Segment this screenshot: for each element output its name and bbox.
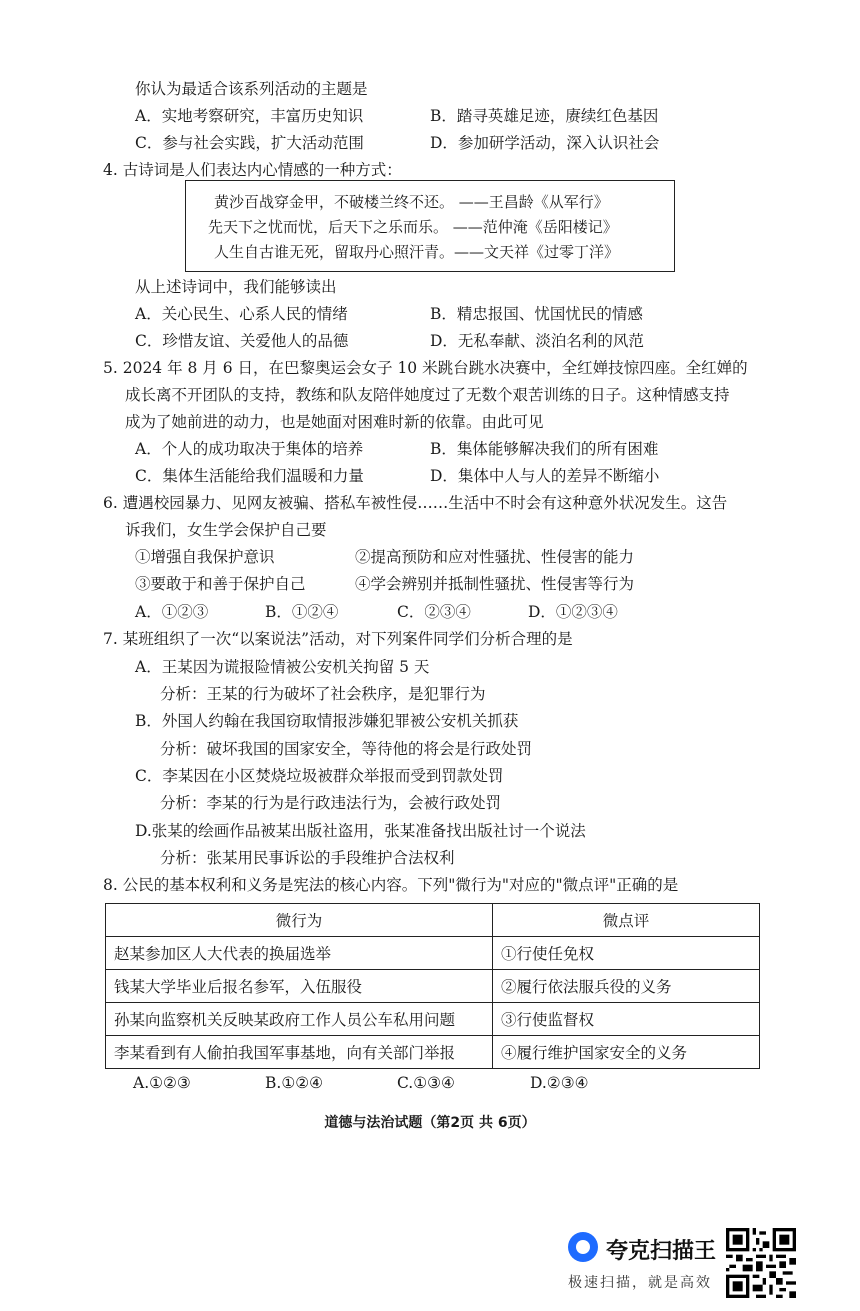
table-cell: 孙某向监察机关反映某政府工作人员公车私用问题 xyxy=(106,1003,493,1036)
q5-line-1: 5. 2024 年 8 月 6 日，在巴黎奥运会女子 10 米跳台跳水决赛中，全红婵技惊四座。全红婵的 xyxy=(103,359,748,377)
q7-analysis-a: 分析：王某的行为破坏了社会秩序，是犯罪行为 xyxy=(160,685,486,703)
table-row xyxy=(106,937,760,970)
q3-option-d: D．参加研学活动，深入认识社会 xyxy=(430,134,660,152)
poem-line-2: 先天下之忧而忧，后天下之乐而乐。 ——范仲淹《岳阳楼记》 xyxy=(208,218,618,236)
q3-option-c: C．参与社会实践，扩大活动范围 xyxy=(135,134,364,152)
table-header-behavior: 微行为 xyxy=(106,904,493,937)
table-row xyxy=(106,1003,760,1036)
table-cell: ④履行维护国家安全的义务 xyxy=(493,1036,760,1069)
poem-box xyxy=(185,180,675,272)
q8-option-d: D.②③④ xyxy=(530,1074,589,1092)
q6-statement-2: ②提高预防和应对性骚扰、性侵害的能力 xyxy=(355,548,635,566)
q6-statement-3: ③要敢于和善于保护自己 xyxy=(135,575,306,593)
qr-code-icon xyxy=(726,1228,796,1298)
q5-option-a: A．个人的成功取决于集体的培养 xyxy=(135,440,364,458)
q6-line-2: 诉我们，女生学会保护自己要 xyxy=(125,521,327,539)
q8-stem: 8. 公民的基本权利和义务是宪法的核心内容。下列"微行为"对应的"微点评"正确的是 xyxy=(103,876,679,894)
table-cell: 李某看到有人偷拍我国军事基地，向有关部门举报 xyxy=(106,1036,493,1069)
watermark-name: 夸克扫描王 xyxy=(606,1239,717,1264)
q7-analysis-b: 分析：破坏我国的国家安全，等待他的将会是行政处罚 xyxy=(160,740,533,758)
table-row xyxy=(106,970,760,1003)
q7-case-c: C．李某因在小区焚烧垃圾被群众举报而受到罚款处罚 xyxy=(135,767,504,785)
q5-line-3: 成为了她前进的动力，也是她面对困难时新的依靠。由此可见 xyxy=(125,413,544,431)
q5-option-c: C．集体生活能给我们温暖和力量 xyxy=(135,467,364,485)
quark-scanner-logo-icon xyxy=(568,1232,598,1262)
q4-option-d: D．无私奉献、淡泊名利的风范 xyxy=(430,332,644,350)
page-footer: 道德与法治试题（第2页 共 6页） xyxy=(324,1115,536,1131)
q4-stem: 4. 古诗词是人们表达内心情感的一种方式： xyxy=(103,161,402,179)
q7-analysis-c: 分析：李某的行为是行政违法行为，会被行政处罚 xyxy=(160,794,502,812)
table-cell: ③行使监督权 xyxy=(493,1003,760,1036)
q8-option-b: B.①②④ xyxy=(265,1074,324,1092)
table-header-row xyxy=(106,904,760,937)
q4-option-c: C．珍惜友谊、关爱他人的品德 xyxy=(135,332,349,350)
q8-option-a: A.①②③ xyxy=(133,1074,191,1092)
q5-option-b: B．集体能够解决我们的所有困难 xyxy=(430,440,659,458)
q5-option-d: D．集体中人与人的差异不断缩小 xyxy=(430,467,660,485)
q6-option-b: B．①②④ xyxy=(265,603,339,621)
table-cell: 赵某参加区人大代表的换届选举 xyxy=(106,937,493,970)
q7-analysis-d: 分析：张某用民事诉讼的手段维护合法权利 xyxy=(160,849,455,867)
q5-line-2: 成长离不开团队的支持，教练和队友陪伴她度过了无数个艰苦训练的日子。这种情感支持 xyxy=(125,386,730,404)
q6-statement-4: ④学会辨别并抵制性骚扰、性侵害等行为 xyxy=(355,575,635,593)
q6-statement-1: ①增强自我保护意识 xyxy=(135,548,275,566)
q8-option-c: C.①③④ xyxy=(397,1074,455,1092)
q6-option-d: D．①②③④ xyxy=(528,603,618,621)
q6-line-1: 6. 遭遇校园暴力、见网友被骗、搭私车被性侵……生活中不时会有这种意外状况发生。这告 xyxy=(103,494,728,512)
q7-case-b: B．外国人约翰在我国窃取情报涉嫌犯罪被公安机关抓获 xyxy=(135,712,519,730)
table-row xyxy=(106,1036,760,1069)
q3-option-a: A．实地考察研究，丰富历史知识 xyxy=(135,107,364,125)
q8-table xyxy=(105,903,760,1069)
table-cell: ①行使任免权 xyxy=(493,937,760,970)
q7-case-d: D.张某的绘画作品被某出版社盗用，张某准备找出版社讨一个说法 xyxy=(135,822,586,840)
poem-line-3: 人生自古谁无死，留取丹心照汗青。——文天祥《过零丁洋》 xyxy=(214,243,620,261)
q7-case-a: A．王某因为谎报险情被公安机关拘留 5 天 xyxy=(135,658,430,676)
q4-question: 从上述诗词中，我们能够读出 xyxy=(135,278,337,296)
table-cell: ②履行依法服兵役的义务 xyxy=(493,970,760,1003)
q4-option-b: B．精忠报国、忧国忧民的情感 xyxy=(430,305,643,323)
poem-line-1: 黄沙百战穿金甲，不破楼兰终不还。 ——王昌龄《从军行》 xyxy=(214,193,609,211)
watermark-slogan: 极速扫描，就是高效 xyxy=(568,1275,712,1291)
q4-option-a: A．关心民生、心系人民的情绪 xyxy=(135,305,348,323)
q6-option-a: A．①②③ xyxy=(135,603,209,621)
table-header-comment: 微点评 xyxy=(493,904,760,937)
q6-option-c: C．②③④ xyxy=(397,603,471,621)
q7-stem: 7. 某班组织了一次“以案说法”活动，对下列案件同学们分析合理的是 xyxy=(103,630,573,648)
q3-stem-tail: 你认为最适合该系列活动的主题是 xyxy=(135,80,368,98)
table-cell: 钱某大学毕业后报名参军，入伍服役 xyxy=(106,970,493,1003)
q3-option-b: B．踏寻英雄足迹，赓续红色基因 xyxy=(430,107,659,125)
